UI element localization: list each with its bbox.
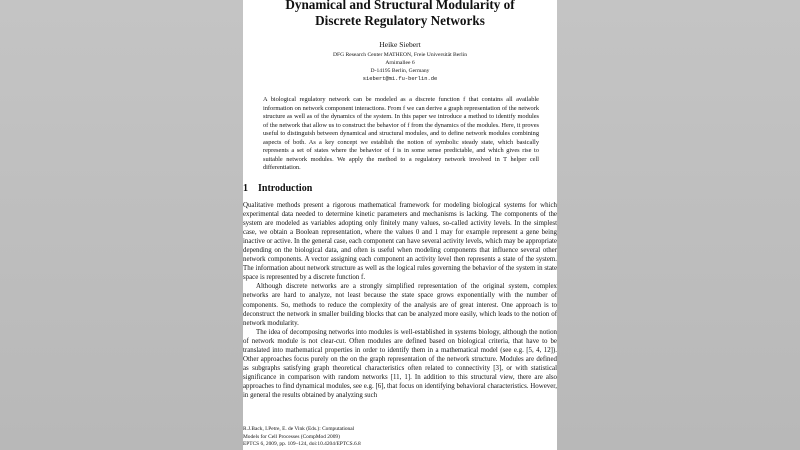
- affiliation-line-1: DFG Research Center MATHEON, Freie Universität Berlin: [332, 52, 468, 58]
- footer-line: Models for Cell Processes (CompMod 2009): [243, 433, 340, 440]
- paragraph: Although discrete networks are a strongly simplified representation of the original system, complex networks are hard to analyze, not least because the state space grows exponentially with the number of components. So, methods to reduce the complexity of the analysis are of great interest. One approach is to deconstruct the network in smaller building blocks that can be analyzed more easily, which leads to the notion of network modularity.: [243, 283, 557, 327]
- affiliation-line-2: Arnimallee 6: [385, 60, 415, 66]
- affiliation-line-3: D-14195 Berlin, Germany: [370, 68, 430, 74]
- author-name: Heike Siebert: [379, 40, 421, 49]
- abstract: A biological regulatory network can be modeled as a discrete function f that contains all available information on network component interactions. From f we can derive a graph representation of the network structure as well as of the dynamics of the system. In this paper we introduce a method to identify modules of the network that allow us to construct the behavior of f from the dynamics of the modules. Here, it proves useful to distinguish between dynamical and structural modules, and to define network modules combining aspects of both. As a key concept we establish the notion of symbolic steady state, which basically represents a set of states where the behavior of f is in some sense predictable, and which gives rise to suitable network modules. We apply the method to a regulatory network involved in T helper cell differentiation.: [263, 96, 539, 172]
- document-page[interactable]: [243, 0, 557, 450]
- section-number: 1: [243, 183, 248, 194]
- paper-title-line-2: Discrete Regulatory Networks: [315, 13, 485, 28]
- footer-line: EPTCS 6, 2009, pp. 109–124, doi:10.4204/EPTCS.6.8: [243, 441, 361, 448]
- paper-title-line-1: Dynamical and Structural Modularity of: [285, 0, 515, 12]
- section-title: Introduction: [258, 183, 313, 194]
- paragraph: The idea of decomposing networks into modules is well-established in systems biology, although the notion of network module is not clear-cut. Often modules are defined based on biological criteria, that have to be translated into mathematical properties in order to identify them in a mathematical model (see e.g. [5, 4, 12]). Other approaches focus purely on the on the graph representation of the network structure. Modules are defined as subgraphs satisfying graph theoretical characteristics often related to connectivity [3], or with statistical significance in comparison with random networks [11, 1]. In addition to this structural view, there are also approaches to find dynamical modules, see e.g. [6], that focus on identifying behavioral characteristics. However, in general the results obtained by analyzing such: [243, 328, 557, 399]
- publication-footer: [243, 426, 557, 449]
- viewer-backdrop-left: [0, 0, 243, 450]
- introduction-body: [243, 201, 557, 400]
- footer-line: R.J.Back, I.Petre, E. de Vink (Eds.): Computational: [243, 426, 355, 432]
- author-email[interactable]: siebert@mi.fu-berlin.de: [362, 76, 438, 82]
- paragraph: Qualitative methods present a rigorous mathematical framework for modeling biological systems for which experimental data needed to determine kinetic parameters and mechanisms is lacking. The components of the system are modeled as variables adopting only finitely many values, so-called activity levels. In the simplest case, we obtain a Boolean representation, where the values 0 and 1 may for example represent a gene being inactive or active. In the general case, each component can have several activity levels, which may be appropriate depending on the biological data, and often is useful when modeling components that influence several other network components. A vector assigning each component an activity level then represents a state of the system. The information about network structure as well as the logical rules governing the behavior of the system in state space is represented by a discrete function f.: [243, 202, 557, 282]
- viewer-backdrop-right: [557, 0, 800, 450]
- section-heading: [243, 183, 312, 194]
